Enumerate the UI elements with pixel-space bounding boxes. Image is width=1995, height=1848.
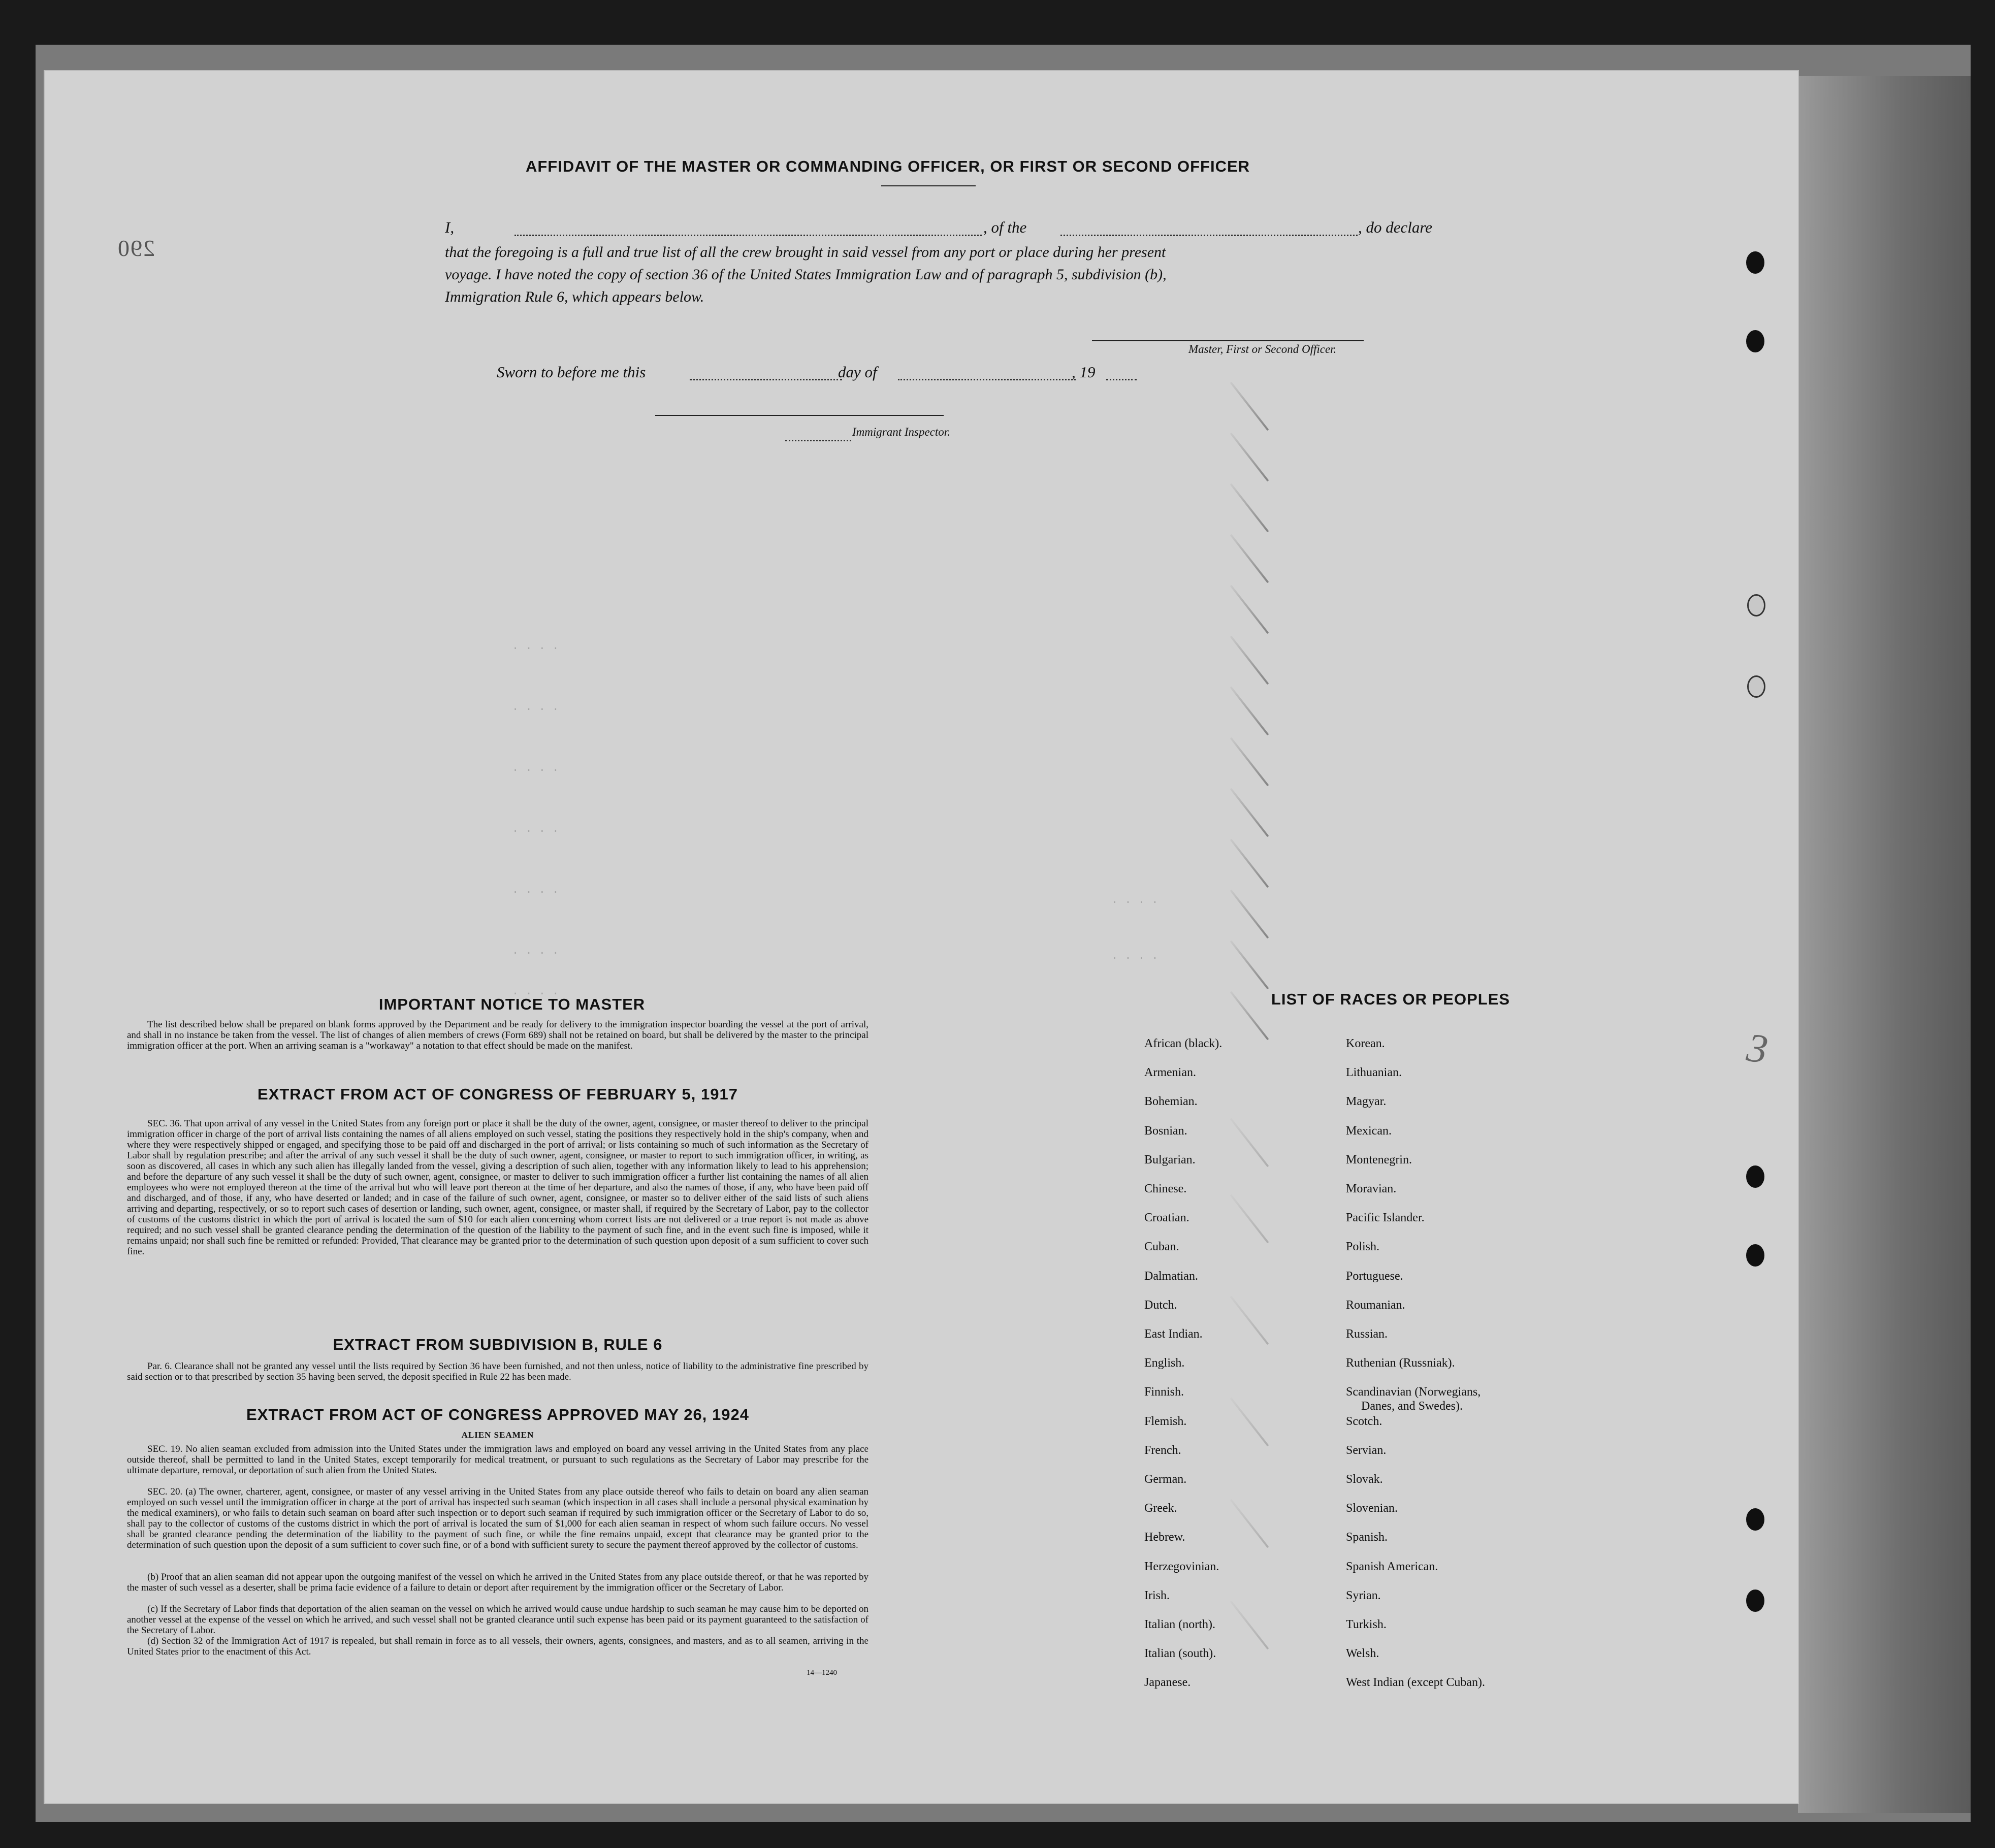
tick-mark bbox=[1230, 1295, 1269, 1345]
punch-hole bbox=[1746, 1244, 1764, 1267]
extract-1924-p5: (d) Section 32 of the Immigration Act of 1917 is repealed, but shall remain in force as to all vessels, their owners, agents, consignees, and masters, and as to all seamen, arriving in the United States prior to the enactment of this Act. bbox=[127, 1636, 868, 1657]
race-item: African (black). bbox=[1144, 1037, 1222, 1050]
backing-sheet-edge bbox=[1798, 76, 1971, 1813]
tick-mark bbox=[1230, 635, 1269, 685]
race-item: Italian (south). bbox=[1144, 1647, 1216, 1661]
tick-mark bbox=[1230, 1600, 1269, 1649]
race-item: Turkish. bbox=[1346, 1618, 1387, 1631]
race-item: Finnish. bbox=[1144, 1385, 1184, 1399]
inspector-blank bbox=[785, 440, 851, 441]
extract-1924-p4: (c) If the Secretary of Labor finds that deportation of the alien seaman on the vessel on which he arrived would cause undue hardship to such seaman he may cause him to be deported on another vessel at the expense of the vessel on which he arrived, and such vessel shall not be granted clearance until such expense has been paid or its payment guaranteed to the satisfaction of the Secretary of Labor. bbox=[127, 1604, 868, 1636]
race-item: Bohemian. bbox=[1144, 1095, 1198, 1109]
race-item: Polish. bbox=[1346, 1240, 1380, 1254]
race-item: Dutch. bbox=[1144, 1298, 1177, 1312]
punch-hole bbox=[1746, 1508, 1764, 1531]
race-item: Mexican. bbox=[1346, 1124, 1392, 1138]
affidavit-title: AFFIDAVIT OF THE MASTER OR COMMANDING OFFICER, OR FIRST OR SECOND OFFICER bbox=[525, 157, 1250, 175]
race-item: Danes, and Swedes). bbox=[1361, 1400, 1463, 1413]
race-item: Roumanian. bbox=[1346, 1298, 1405, 1312]
name-blank bbox=[514, 235, 982, 236]
race-item: East Indian. bbox=[1144, 1327, 1203, 1341]
bleed-through-mark: . . . . bbox=[512, 640, 559, 653]
punch-hole bbox=[1746, 1590, 1764, 1612]
signature-line bbox=[1092, 340, 1364, 341]
affidavit-line4: Immigration Rule 6, which appears below. bbox=[445, 288, 704, 305]
tick-mark bbox=[1230, 686, 1269, 735]
tick-mark bbox=[1230, 788, 1269, 837]
extract-1917-title: EXTRACT FROM ACT OF CONGRESS OF FEBRUARY 5, 1917 bbox=[258, 1085, 738, 1103]
tick-mark bbox=[1230, 1194, 1269, 1243]
race-item: Irish. bbox=[1144, 1588, 1170, 1602]
extract-1924-subtitle: ALIEN SEAMEN bbox=[461, 1430, 534, 1440]
race-item: Portuguese. bbox=[1346, 1269, 1403, 1283]
affidavit-i: I, bbox=[445, 218, 455, 236]
extract-1924-p3: (b) Proof that an alien seaman did not appear upon the outgoing manifest of the vessel on which he arrived in the United States from any place outside thereof, or that he was reported by the master of such vessel as a deserter, shall be prima facie evidence of a failure to detain or deport after requirement by the immigration officer or the Secretary of Labor. bbox=[127, 1572, 868, 1593]
race-item: Herzegovinian. bbox=[1144, 1560, 1219, 1573]
race-item: German. bbox=[1144, 1473, 1187, 1486]
extract-1924-p1: SEC. 19. No alien seaman excluded from admission into the United States under the immigration laws and employed on board any vessel arriving in the United States from any place outside thereof, shall be permitted to land in the United States, except temporarily for medical treatment, or pursuant to such regulations as the Secretary of Labor may prescribe for the ultimate departure, removal, or deportation of such alien from the United States. bbox=[127, 1444, 868, 1476]
tick-mark bbox=[1230, 838, 1269, 888]
race-item: Syrian. bbox=[1346, 1588, 1381, 1602]
bleed-through-mark: . . . . bbox=[512, 945, 559, 957]
margin-mark: 3 bbox=[1744, 1025, 1771, 1073]
race-item: Flemish. bbox=[1144, 1414, 1187, 1428]
vessel-blank bbox=[1060, 235, 1358, 236]
tick-mark bbox=[1230, 889, 1269, 938]
affidavit-line3: voyage. I have noted the copy of section 36 of the United States Immigration Law and of paragraph 5, subdivision (b), bbox=[445, 266, 1167, 283]
race-item: English. bbox=[1144, 1356, 1185, 1370]
tick-mark bbox=[1230, 1397, 1269, 1446]
races-title: LIST OF RACES OR PEOPLES bbox=[1271, 990, 1510, 1008]
inspector-label: Immigrant Inspector. bbox=[852, 426, 950, 438]
race-item: West Indian (except Cuban). bbox=[1346, 1676, 1485, 1690]
race-item: Lithuanian. bbox=[1346, 1066, 1402, 1080]
tick-mark bbox=[1230, 585, 1269, 634]
race-item: Armenian. bbox=[1144, 1066, 1196, 1080]
extract-1917-text: SEC. 36. That upon arrival of any vessel in the United States from any foreign port or place it shall be the duty of the owner, agent, consignee, or master thereof to deliver to the principal immigration officer in charge of the port of arrival lists containing the names of all aliens employed on such vessel, stating the positions they respectively hold in the ship's company, when and where they were respectively shipped or engaged, and specifying those to be paid off and discharged in the port of arrival; or lists containing so much of such information as the Secretary of Labor shall by regulation prescribe; and after the arrival of any such vessel it shall be the duty of such owner, agent, consignee, or master to report to such immigration officer, in writing, as soon as discovered, all cases in which any such alien has illegally landed from the vessel, giving a description of such alien, together with any information likely to lead to his apprehension; and before the departure of any such vessel it shall be the duty of such owner, agent, consignee, or master to deliver to such immigration officer a further list containing the names of all alien employees who were not employed thereon at the time of the arrival but who will leave port thereon at the time of her departure, and also the names of those, if any, who have been paid off and discharged, and of those, if any, who have deserted or landed; and in case of the failure of such owner, agent, consignee, or master so to deliver either of the said lists of such aliens arriving and departing, respectively, or so to report such cases of desertion or landing, such owner, agent, consignee, or master shall, if required by the Secretary of Labor, pay to the collector of customs of the customs district in which the port of arrival is located the sum of $10 for each alien concerning whom correct lists are not delivered or a true report is not made as above required; and no such vessel shall be granted clearance pending the determination of the question of the liability to the payment of such fine, and in the event such fine is imposed, while it remains unpaid; nor shall such fine be remitted or refunded: Provided, That clearance may be granted prior to the determination of such question upon deposit of a sum sufficient to cover such fine. bbox=[127, 1118, 868, 1257]
race-item: Bosnian. bbox=[1144, 1124, 1187, 1138]
race-item: Bulgarian. bbox=[1144, 1153, 1196, 1166]
race-item: Montenegrin. bbox=[1346, 1153, 1412, 1166]
race-item: Chinese. bbox=[1144, 1182, 1187, 1195]
tick-mark bbox=[1230, 737, 1269, 786]
race-item: Korean. bbox=[1346, 1037, 1385, 1050]
punch-hole bbox=[1747, 594, 1765, 617]
race-item: Pacific Islander. bbox=[1346, 1211, 1425, 1225]
punch-hole bbox=[1747, 675, 1765, 698]
race-item: Greek. bbox=[1144, 1502, 1177, 1515]
bleed-through-mark: . . . . bbox=[512, 823, 559, 835]
sworn-prefix: Sworn to before me this bbox=[497, 363, 646, 381]
race-item: Slovak. bbox=[1346, 1473, 1383, 1486]
notice-text: The list described below shall be prepared on blank forms approved by the Department and be ready for delivery to the immigration inspector boarding the vessel at the port of arrival, and shall in no instance be taken from the vessel. The list of changes of alien members of crews (Form 689) shall not be retained on board, but shall be delivered by the master to the principal immigration officer at the port. When an arriving seaman is a "workaway" a notation to that effect should be made on the manifest. bbox=[127, 1019, 868, 1051]
race-item: Japanese. bbox=[1144, 1676, 1191, 1690]
signature-label: Master, First or Second Officer. bbox=[1188, 343, 1337, 355]
race-item: Spanish American. bbox=[1346, 1560, 1438, 1573]
notice-title: IMPORTANT NOTICE TO MASTER bbox=[378, 995, 646, 1013]
bleed-through-mark: . . . . bbox=[1111, 894, 1159, 906]
sworn-date-blank bbox=[690, 379, 842, 380]
tick-mark bbox=[1230, 1118, 1269, 1167]
race-item: Russian. bbox=[1346, 1327, 1388, 1341]
tick-mark bbox=[1230, 940, 1269, 989]
affidavit-of-the: , of the bbox=[983, 218, 1027, 236]
sworn-day-of: day of bbox=[838, 363, 877, 381]
punch-hole bbox=[1746, 330, 1764, 352]
bleed-through-mark: . . . . bbox=[1111, 950, 1159, 962]
tick-mark bbox=[1230, 432, 1269, 481]
race-item: Scotch. bbox=[1346, 1414, 1382, 1428]
bleed-through-mark: . . . . bbox=[512, 985, 559, 998]
race-item: Moravian. bbox=[1346, 1182, 1397, 1195]
inspector-line bbox=[655, 415, 944, 416]
sworn-year: , 19 bbox=[1072, 363, 1096, 381]
race-item: Scandinavian (Norwegians, bbox=[1346, 1385, 1481, 1399]
bleed-through-mark: . . . . bbox=[512, 884, 559, 896]
tick-mark bbox=[1230, 381, 1269, 431]
tick-mark bbox=[1230, 534, 1269, 583]
race-item: Servian. bbox=[1346, 1443, 1387, 1457]
race-item: Magyar. bbox=[1346, 1095, 1387, 1109]
tick-mark bbox=[1230, 483, 1269, 532]
affidavit-declare: , do declare bbox=[1358, 218, 1433, 236]
title-underline bbox=[881, 185, 976, 186]
bleed-through-mark: . . . . bbox=[512, 701, 559, 714]
punch-hole bbox=[1746, 1165, 1764, 1188]
document-page bbox=[45, 71, 1798, 1803]
sworn-month-blank bbox=[898, 379, 1076, 380]
affidavit-line2: that the foregoing is a full and true list of all the crew brought in said vessel from any port or place during her present bbox=[445, 244, 1166, 261]
race-item: Croatian. bbox=[1144, 1211, 1189, 1225]
race-item: Italian (north). bbox=[1144, 1618, 1215, 1631]
race-item: Hebrew. bbox=[1144, 1531, 1185, 1544]
extract-1924-p2: SEC. 20. (a) The owner, charterer, agent, consignee, or master of any vessel arriving in the United States from any place outside thereof who fails to detain on board any alien seaman employed on such vessel until the immigration officer in charge at the port of arrival has inspected such seaman (which inspection in all cases shall include a personal physical examination by the medical examiners), or who fails to detain such seaman on board after such inspection or to deport such seaman if required by such immigration officer or the Secretary of Labor to do so, shall pay to the collector of customs of the customs district in which the port of arrival is located the sum of $1,000 for each alien seaman in respect of whom such failure occurs. No vessel shall be granted clearance pending the determination of the liability to the payment of such fine, or while the fine remains unpaid, except that clearance may be granted prior to the determination of such question upon the deposit of a sum sufficient to cover such fine, or of a bond with sufficient surety to secure the payment thereof approved by the collector of customs. bbox=[127, 1486, 868, 1550]
bleed-through-mark: . . . . bbox=[512, 762, 559, 774]
race-item: Ruthenian (Russniak). bbox=[1346, 1356, 1455, 1370]
race-item: Dalmatian. bbox=[1144, 1269, 1198, 1283]
punch-hole bbox=[1746, 251, 1764, 274]
race-item: Cuban. bbox=[1144, 1240, 1179, 1254]
race-item: French. bbox=[1144, 1443, 1181, 1457]
race-item: Slovenian. bbox=[1346, 1502, 1398, 1515]
rule6-text: Par. 6. Clearance shall not be granted any vessel until the lists required by Section 36 have been furnished, and not then unless, notice of liability to the administrative fine prescribed by said section or to that prescribed by section 35 having been served, the deposit specified in Rule 22 has been made. bbox=[127, 1361, 868, 1382]
form-number: 14—1240 bbox=[807, 1669, 837, 1677]
stamp-number: 290 bbox=[117, 235, 155, 261]
race-item: Spanish. bbox=[1346, 1531, 1388, 1544]
rule6-title: EXTRACT FROM SUBDIVISION B, RULE 6 bbox=[333, 1336, 663, 1353]
sworn-year-blank bbox=[1106, 379, 1137, 380]
tick-mark bbox=[1230, 1499, 1269, 1548]
race-item: Welsh. bbox=[1346, 1647, 1379, 1661]
extract-1924-title: EXTRACT FROM ACT OF CONGRESS APPROVED MAY 26, 1924 bbox=[246, 1406, 749, 1423]
